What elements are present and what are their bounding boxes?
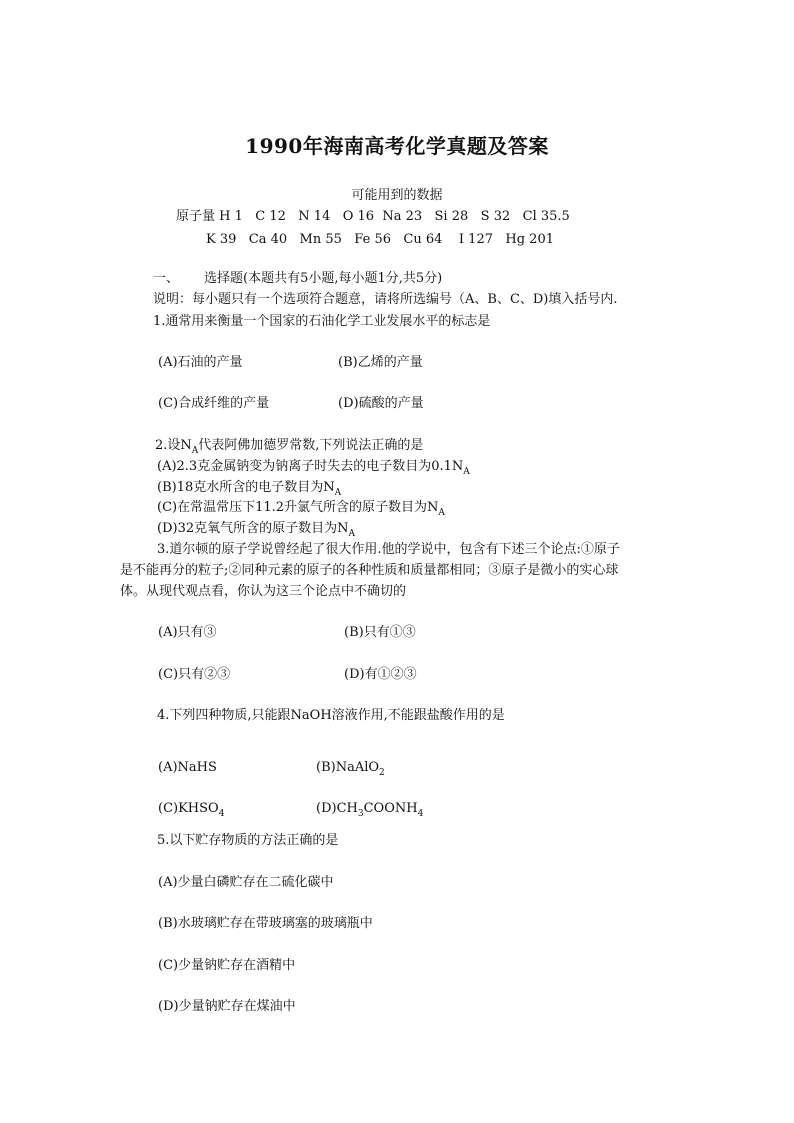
section-title: 选择题(本题共有5小题,每小题1分,共5分): [204, 271, 443, 286]
q5-option-d: (D)少量钠贮存在煤油中: [158, 999, 296, 1014]
q3-option-b: (B)只有①③: [344, 625, 416, 640]
q1-option-d: (D)硫酸的产量: [338, 396, 424, 411]
q5-option-c: (C)少量钠贮存在酒精中: [158, 958, 296, 973]
q3-stem-line-1: 3.道尔顿的原子学说曾经起了很大作用.他的学说中，包含有下述三个论点:①原子: [157, 542, 620, 557]
page-title: 1990年海南高考化学真题及答案: [245, 134, 549, 158]
q3-stem-line-2: 是不能再分的粒子;②同种元素的原子的各种性质和质量都相同；③原子是微小的实心球: [120, 563, 619, 578]
q5-option-b: (B)水玻璃贮存在带玻璃塞的玻璃瓶中: [158, 916, 373, 931]
data-heading: 可能用到的数据: [351, 188, 443, 203]
q1-option-b: (B)乙烯的产量: [338, 355, 423, 370]
q3-stem-line-3: 体。从现代观点看，你认为这三个论点中不确切的: [120, 584, 407, 599]
atomic-mass-line-1: 原子量 H 1 C 12 N 14 O 16 Na 23 Si 28 S 32 Cl 35.5: [176, 209, 570, 224]
q4-option-d: $(D)CH_3COONH_4$: [316, 801, 424, 819]
q2-option-c: (C)在常温常压下11.2升氯气所含的原子数目为$N_A$: [157, 500, 445, 518]
atomic-mass-line-2: K 39 Ca 40 Mn 55 Fe 56 Cu 64 I 127 Hg 201: [206, 232, 554, 247]
q2-stem: 2.设$N_A$代表阿佛加德罗常数,下列说法正确的是: [155, 438, 424, 456]
q2-option-a: (A)2.3克金属钠变为钠离子时失去的电子数目为$0.1N_A$: [157, 459, 470, 477]
q1-option-a: (A)石油的产量: [158, 355, 243, 370]
q3-option-c: (C)只有②③: [158, 667, 231, 682]
q5-option-a: (A)少量白磷贮存在二硫化碳中: [158, 875, 334, 890]
q1-stem: 1.通常用来衡量一个国家的石油化学工业发展水平的标志是: [153, 314, 491, 329]
section-instruction: 说明：每小题只有一个选项符合题意，请将所选编号（A、B、C、D)填入括号内.: [153, 292, 618, 307]
section-number: 一、: [153, 271, 180, 286]
q4-stem: 4.下列四种物质,只能跟NaOH溶液作用,不能跟盐酸作用的是: [157, 708, 505, 723]
q3-option-a: (A)只有③: [158, 625, 217, 640]
q4-option-c: $(C)KHSO_4$: [158, 801, 225, 819]
q4-option-b: (B)NaAlO$_2$: [316, 760, 385, 778]
q1-option-c: (C)合成纤维的产量: [158, 396, 270, 411]
q2-option-d: (D)32克氧气所含的原子数目为$N_A$: [157, 521, 355, 539]
q2-option-b: (B)18克水所含的电子数目为$N_A$: [157, 480, 342, 498]
q4-option-a: (A)NaHS: [158, 760, 217, 775]
q5-stem: 5.以下贮存物质的方法正确的是: [157, 833, 339, 848]
q3-option-d: (D)有①②③: [344, 667, 417, 682]
